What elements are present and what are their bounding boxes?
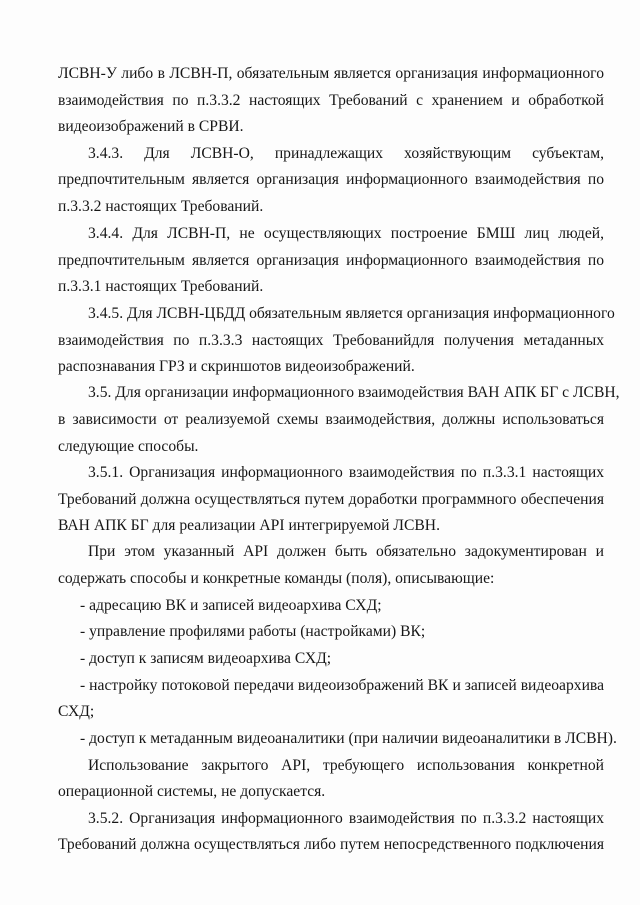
text-line-13: 3.5. Для организации информационного взаимодействия ВАН АПК БГ с ЛСВН, [88, 384, 620, 401]
text-line-15: следующие способы. [58, 438, 199, 455]
text-line-7: 3.4.4. Для ЛСВН-П, не осуществляющих построение БМШ лиц людей, [88, 225, 604, 242]
list-item-3: - доступ к записям видеоархива СХД; [80, 650, 332, 667]
list-item-4-cont: СХД; [58, 703, 95, 720]
list-item-5: - доступ к метаданным видеоаналитики (при наличии видеоаналитики в ЛСВН). [80, 730, 617, 747]
text-line-8: предпочтительным является организация информационного взаимодействия по [58, 252, 604, 269]
text-line-20: содержать способы и конкретные команды (поля), описывающие: [58, 570, 495, 587]
text-line-29: 3.5.2. Организация информационного взаимодействия по п.3.3.2 настоящих [88, 810, 604, 827]
list-item-4: - настройку потоковой передачи видеоизображений ВК и записей видеоархива [80, 677, 604, 694]
text-line-9: п.3.3.1 настоящих Требований. [58, 278, 264, 295]
text-line-18: ВАН АПК БГ для реализации API интегрируемой ЛСВН. [58, 517, 440, 534]
text-line-1: ЛСВН-У либо в ЛСВН-П, обязательным является организация информационного [58, 65, 604, 82]
text-line-5: предпочтительным является организация информационного взаимодействия по [58, 171, 604, 188]
text-line-6: п.3.3.2 настоящих Требований. [58, 198, 264, 215]
text-line-28: операционной системы, не допускается. [58, 783, 326, 800]
text-line-27: Использование закрытого API, требующего использования конкретной [88, 757, 604, 774]
text-line-16: 3.5.1. Организация информационного взаимодействия по п.3.3.1 настоящих [88, 464, 604, 481]
list-item-1: - адресацию ВК и записей видеоархива СХД; [80, 597, 382, 614]
text-line-12: распознавания ГРЗ и скриншотов видеоизображений. [58, 358, 415, 375]
text-line-10: 3.4.5. Для ЛСВН-ЦБДД обязательным является организация информационного [88, 305, 615, 322]
text-line-11: взаимодействия по п.3.3.3 настоящих Требованийдля получения метаданных [58, 332, 604, 349]
text-line-30: Требований должна осуществляться либо путем непосредственного подключения [58, 836, 604, 853]
text-line-14: в зависимости от реализуемой схемы взаимодействия, должны использоваться [58, 411, 604, 428]
text-line-2: взаимодействия по п.3.3.2 настоящих Требований с хранением и обработкой [58, 92, 604, 109]
text-line-3: видеоизображений в СРВИ. [58, 118, 244, 135]
text-line-17: Требований должна осуществляться путем доработки программного обеспечения [58, 491, 604, 508]
list-item-2: - управление профилями работы (настройками) ВК; [80, 623, 426, 640]
text-line-19: При этом указанный API должен быть обязательно задокументирован и [88, 543, 604, 560]
text-line-4: 3.4.3. Для ЛСВН-О, принадлежащих хозяйствующим субъектам, [88, 145, 604, 162]
